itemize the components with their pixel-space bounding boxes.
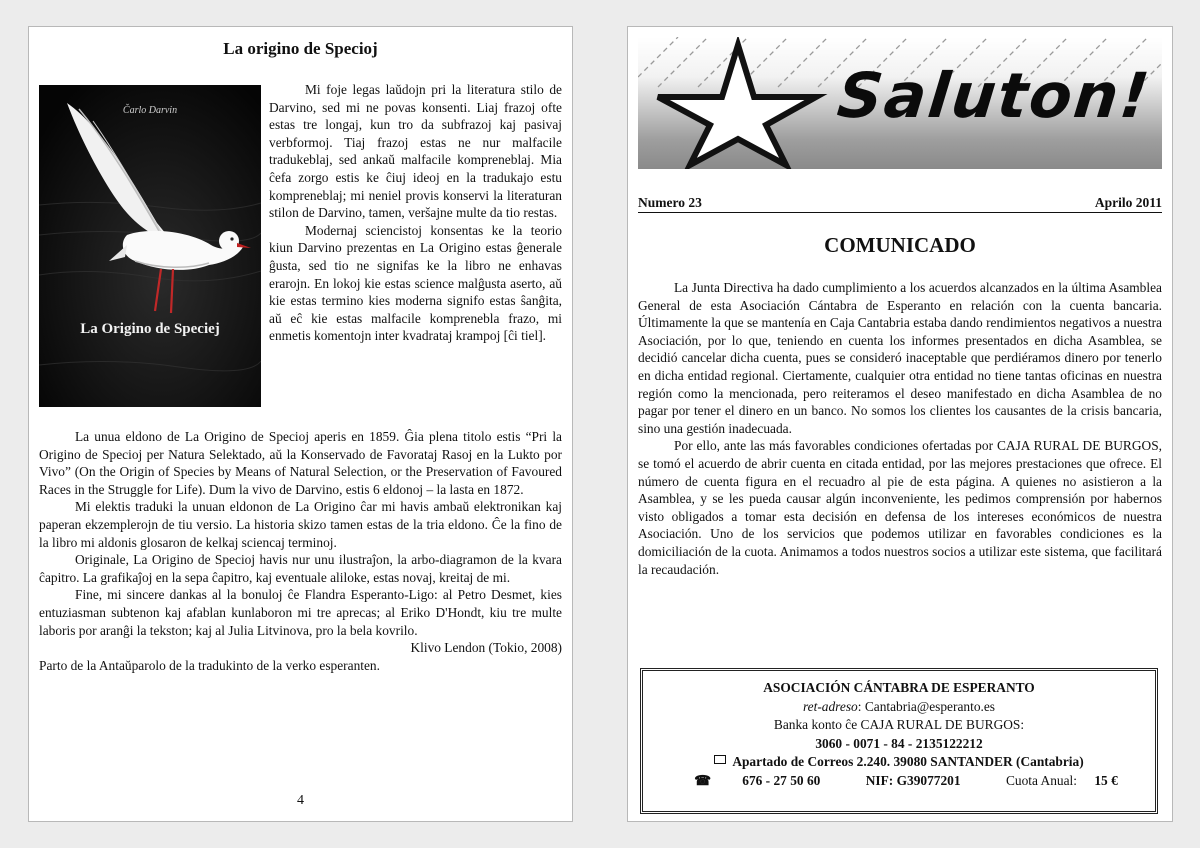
article-body [638, 279, 1162, 578]
footer-note: Parto de la Antaŭparolo de la tradukinto de la verko esperanten. [39, 657, 380, 673]
annual-fee [992, 773, 1118, 788]
issue-number: Numero 23 [638, 195, 702, 210]
cover-author: Čarlo Darvin [122, 105, 178, 116]
page-title: La origino de Specioj [223, 39, 378, 58]
postal-address: Apartado de Correos 2.240. 39080 SANTANDER (Cantabria) [732, 754, 1084, 770]
email-label: ret-adreso [802, 698, 858, 714]
right-page [627, 26, 1173, 822]
body-paragraph: Fine, mi sincere dankas al la bonuloj ĉe Flandra Esperanto-Ligo: al Petro Desmet, kies entuziasman subtenon kaj afablan kunlaboron mi tre aprecas; al Eriko D'Hondt, kiu tre multe laboris por aranĝi la tekston; kaj al Julia Litvinova, pro la bela kovrilo. [39, 587, 562, 638]
phone-group [680, 773, 834, 788]
page-number: 4 [297, 793, 304, 808]
issue-info-row [638, 195, 1162, 213]
article-heading: COMUNICADO [824, 233, 976, 257]
intro-text [269, 81, 562, 345]
article-paragraph: La Junta Directiva ha dado cumplimiento a los acuerdos alcanzados en la última Asamblea General de esta Asociación Cántabra de Esperanto en relación con la cuenta bancaria. Últimamente la que se mantenía en Caja Cantabria estaba dando rendimientos negativos a nuestra Asociación, por lo que, teniendo en cuenta los informes presentados en dicha Asamblea, se decidió cancelar dicha cuenta, pues se consideró inaceptable que perdiéramos dinero por tenerlo en dicha entidad regional. Ciertamente, cualquier otra entidad no tiene tantas oficinas en nuestra región como la mencionada, pero reiteramos el deseo manifestado en dicha Asamblea de no pagar por tener el dinero en un banco. No somos los clientes los causantes de la crisis bancaria, sino una gestión inadecuada. [638, 280, 1162, 436]
body-paragraph: Originale, La Origino de Specioj havis nur unu ilustraĵon, la arbo-diagramon de la kvara ĉapitro. La grafikaĵoj en la sepa ĉapitro, kaj eventuale aliloke, estas novaj, kreitaj de mi. [39, 552, 562, 585]
bank-account-number: 3060 - 0071 - 84 - 2135122212 [815, 735, 983, 751]
phone-icon: ☎ [694, 772, 711, 788]
issue-date: Aprilo 2011 [1094, 195, 1162, 210]
signature: Klivo Lendon (Tokio, 2008) [410, 640, 562, 656]
annual-fee-label: Cuota Anual: [1005, 772, 1077, 788]
phone-nif-fee-row [643, 772, 1155, 791]
newsletter-masthead [638, 37, 1162, 169]
article-paragraph: Por ello, ante las más favorables condiciones ofertadas por CAJA RURAL DE BURGOS, se tomó el acuerdo de abrir cuenta en citada entidad, por las mejores prestaciones que ofrece. El número de cuenta figura en el recuadro al pie de esta página. A quienes no asistieron a la Asamblea, y se les pueda causar algún inconveniente, les pedimos comprensión por habernos visto obligados a tomar esta decisión en defensa de los intereses económicos de nuestra Asociación. Uno de los servicios que podemos utilizar en favorables condiciones es la domiciliación de la cuota. Animamos a todos nuestros socios a utilizar este sistema, que facilitará la recaudación. [638, 438, 1162, 577]
nif: NIF: G39077201 [865, 772, 961, 788]
masthead-title: Saluton! [834, 59, 1155, 132]
body-paragraph: La unua eldono de La Origino de Specioj aperis en 1859. Ĝia plena titolo estis “Pri la Origino de Specioj per Natura Selektado, aŭ la Konservado de Favorataj Rasoj en la Lukto por Vivo” (On the Origin of Species by Means of Natural Selection, or the Preservation of Favoured Races in the Struggle for Life). Dum la vivo de Darvino, estis 6 eldonoj – la lasta en 1872. [39, 429, 562, 497]
body-paragraph: Mi elektis traduki la unuan eldonon de La Origino ĉar mi havis ambaŭ elektronikan kaj paperan ekzemplerojn de tiu versio. La historia skizo tamen estas de la tria eldono. Ĉe la fino de la libro mi aldonis glosaron de kelkaj sciencaj terminoj. [39, 499, 562, 550]
phone-number: 676 - 27 50 60 [742, 772, 821, 788]
seagull-illustration [39, 85, 261, 407]
association-name: ASOCIACIÓN CÁNTABRA DE ESPERANTO [763, 680, 1035, 695]
annual-fee-value: 15 € [1094, 772, 1118, 788]
left-page [28, 26, 573, 822]
star-icon [658, 45, 816, 165]
email-line: ret-adreso: Cantabria@esperanto.es [802, 698, 996, 714]
postal-line [643, 753, 1155, 772]
intro-paragraph: Modernaj sciencistoj konsentas ke la teorio kiun Darvino prezentas en La Origino estas ĝenerale ĝusta, sed tio ne signifas ke la libro ne enhavas erarojn. En lokoj kie estas science malĝusta aserto, aŭ kie estas termino kies moderna signifo estas ŝanĝita, aŭ eĉ kie estas malfacile komprenebla frazo, mi enmetis komentojn inter kvadrataj krampoj [ĉi tiel]. [269, 222, 562, 344]
book-cover-image [39, 85, 261, 407]
envelope-icon [714, 755, 726, 764]
cover-title: La Origino de Speciej [80, 321, 220, 337]
bank-line: Banka konto ĉe CAJA RURAL DE BURGOS: [773, 717, 1025, 733]
body-text [39, 428, 562, 674]
intro-paragraph: Mi foje legas laŭdojn pri la literatura stilo de Darvino, sed mi ne povas konsenti. Liaj frazoj ofte estas tre longaj, kun tro da subfrazoj kaj pasivaj verbformoj. Tiaj frazoj estas ne nur malfacile tradukeblaj, sed ankaŭ malfacile kompreneblaj. Mia ĉefa zorgo estis ke ĉiuj ideoj en la tradukajo estu kompreneblaj; mi neniel provis konservi la literaturan stilon de Darvino, tamen, veršajne multe da tio restas. [269, 82, 562, 221]
email-address[interactable]: Cantabria@esperanto.es [864, 698, 996, 714]
contact-box [640, 668, 1158, 814]
